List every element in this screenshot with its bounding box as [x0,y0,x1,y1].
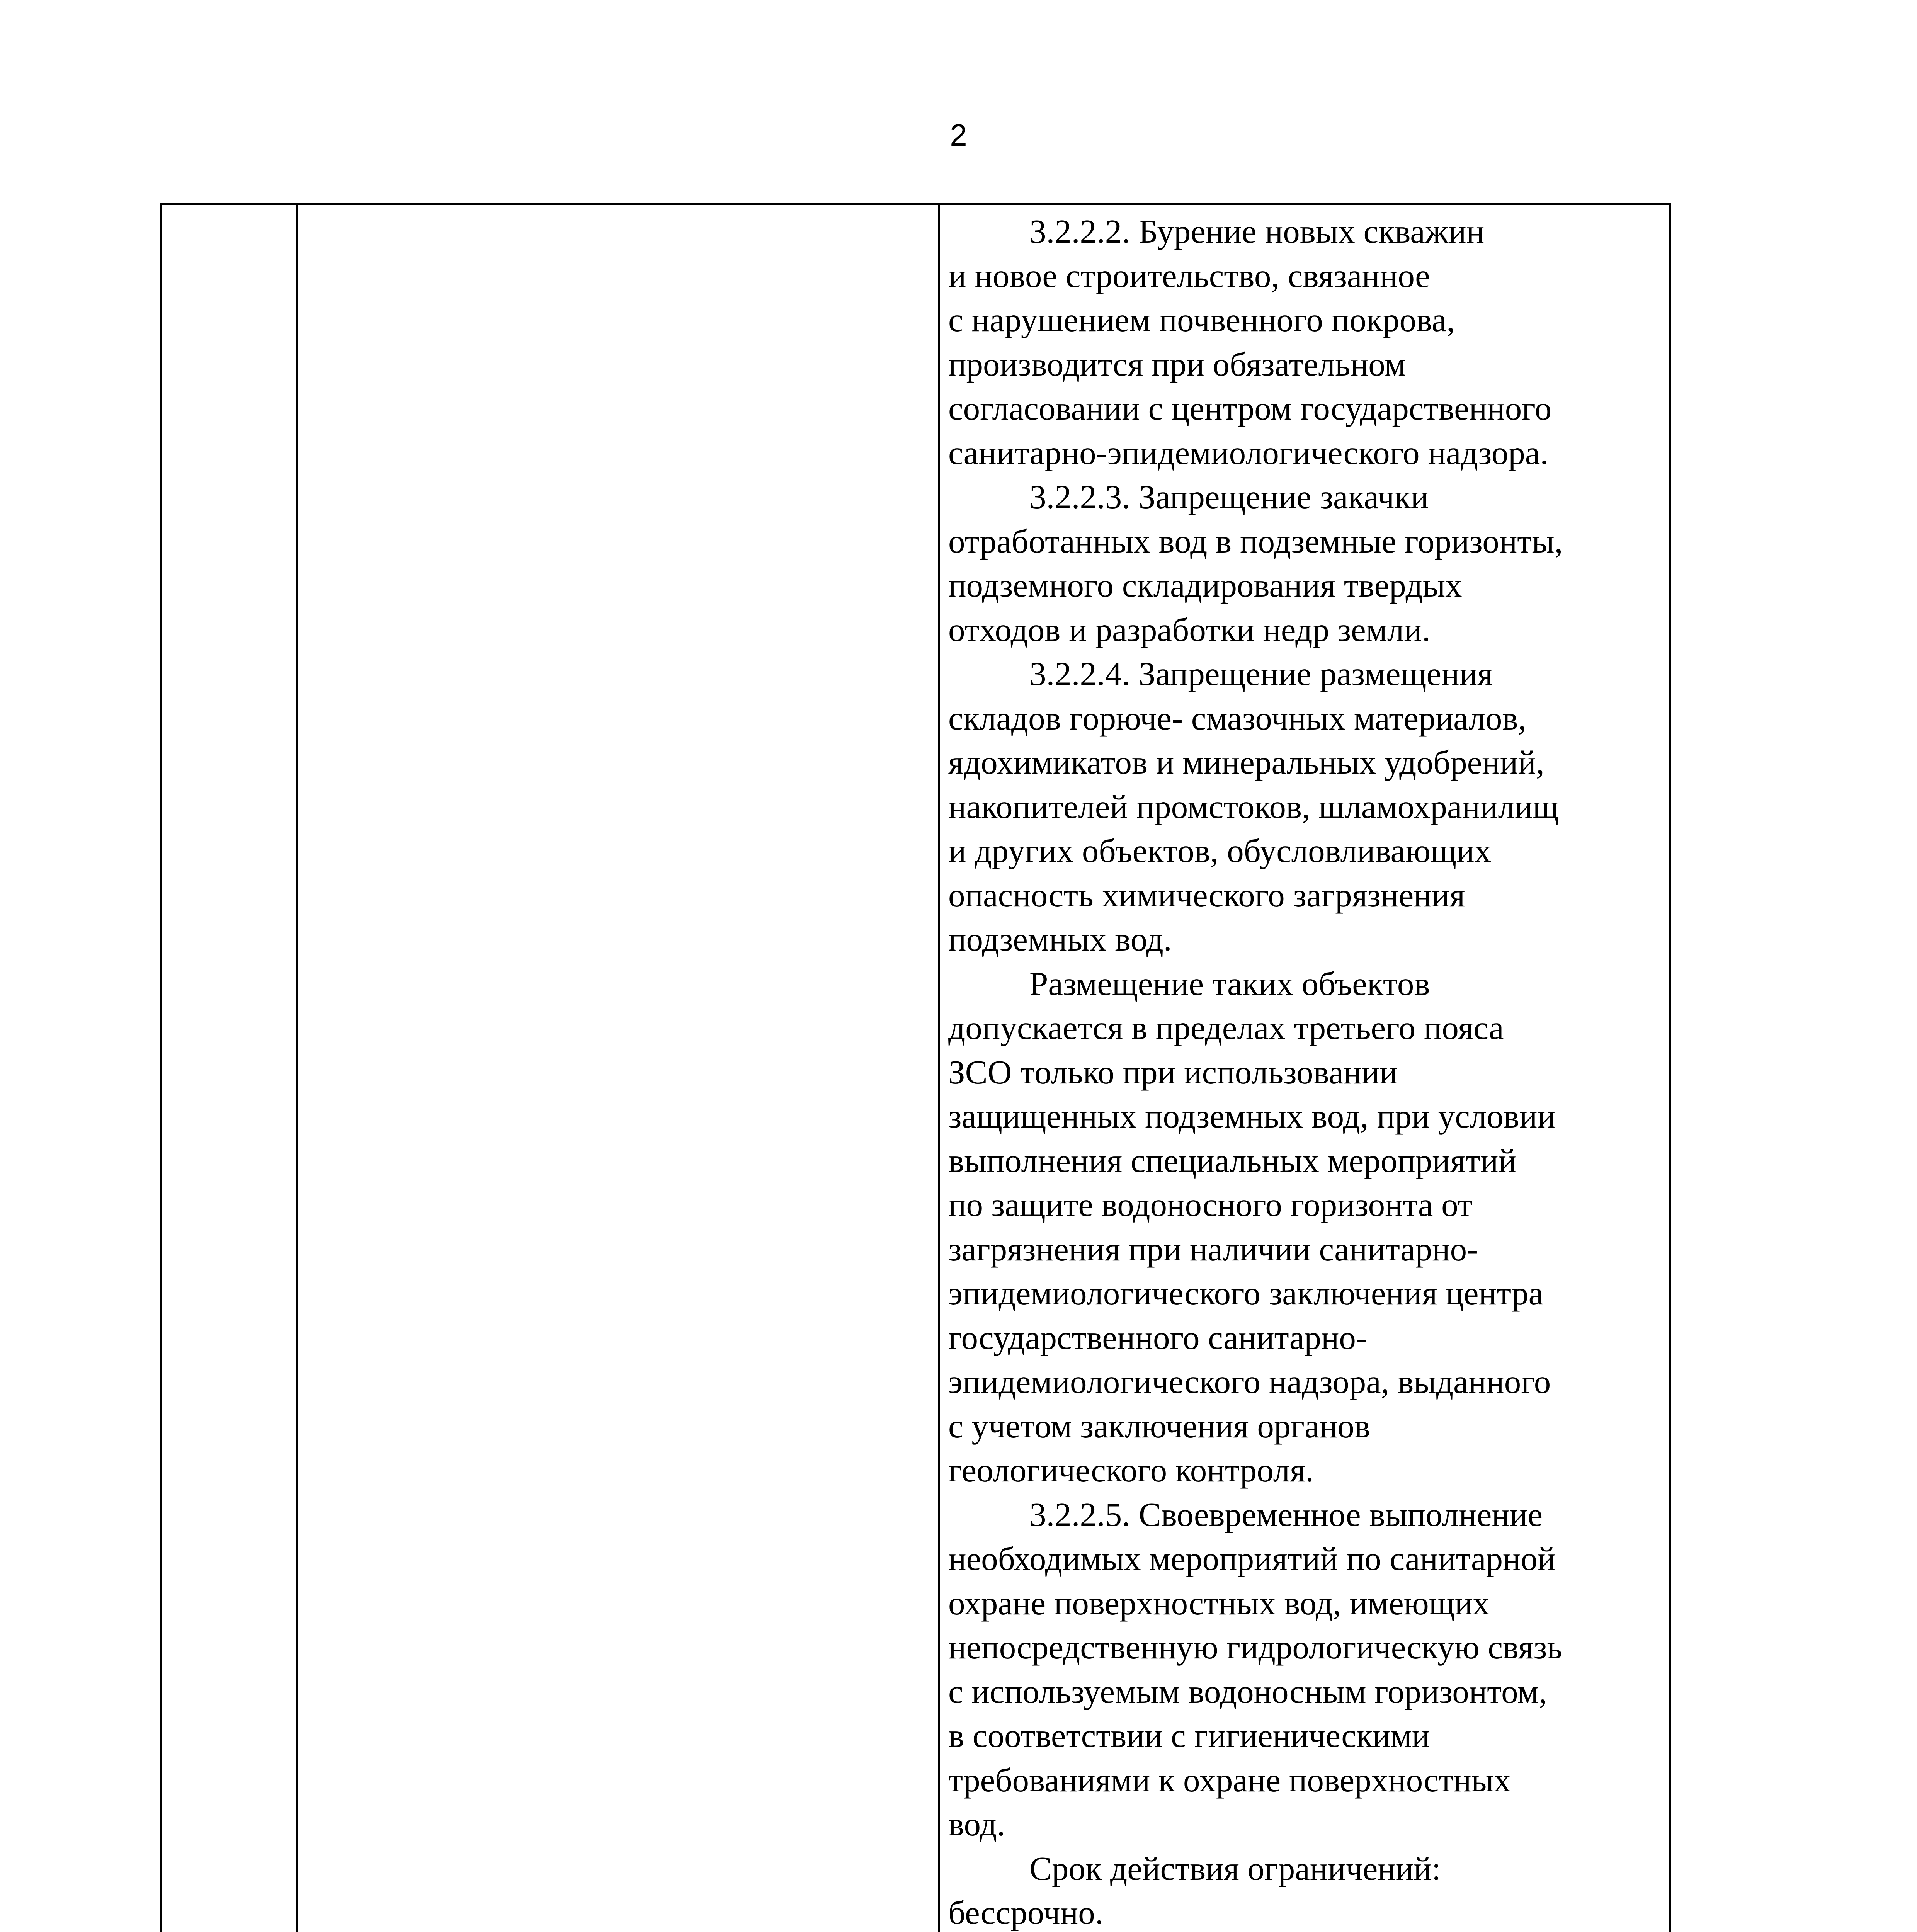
text-line: с используемым водоносным горизонтом, [948,1672,1547,1710]
paragraph [948,652,1661,962]
text-line: опасность химического загрязнения [948,876,1465,914]
text-line: в соответствии с гигиеническими [948,1717,1430,1754]
text-line: подземных вод. [948,920,1172,958]
text-line: непосредственную гидрологическую связь [948,1628,1562,1666]
table-cell-restrictions [939,204,1670,1932]
text-line: вод. [948,1805,1005,1843]
restrictions-text [940,205,1669,1932]
paragraph [948,962,1661,1493]
text-line: 3.2.2.2. Бурение новых скважин [1029,213,1485,250]
text-line: защищенных подземных вод, при условии [948,1097,1555,1135]
text-line: санитарно-эпидемиологического надзора. [948,434,1549,471]
text-line: подземного складирования твердых [948,566,1462,604]
text-line: эпидемиологического надзора, выданного [948,1363,1551,1400]
text-line: отходов и разработки недр земли. [948,611,1431,648]
text-line: загрязнения при наличии санитарно- [948,1230,1478,1268]
text-line: Размещение таких объектов [1029,964,1430,1002]
text-line: охране поверхностных вод, имеющих [948,1584,1490,1622]
text-line: по защите водоносного горизонта от [948,1186,1473,1223]
text-line: и других объектов, обусловливающих [948,832,1492,869]
text-line: бессрочно. [948,1894,1104,1931]
text-line: с нарушением почвенного покрова, [948,301,1455,338]
text-line: складов горюче- смазочных материалов, [948,699,1527,737]
text-line: требованиями к охране поверхностных [948,1761,1511,1799]
text-line: отработанных вод в подземные горизонты, [948,522,1563,560]
text-line: государственного санитарно- [948,1318,1367,1356]
text-line: 3.2.2.3. Запрещение закачки [1029,478,1429,515]
text-line: эпидемиологического заключения центра [948,1274,1544,1312]
page-number: 2 [950,118,967,152]
text-line: геологического контроля. [948,1451,1314,1489]
paragraph [948,209,1661,475]
table-cell-object [298,204,939,1932]
text-line: с учетом заключения органов [948,1407,1370,1445]
text-line: допускается в пределах третьего пояса [948,1009,1504,1046]
restrictions-table [160,203,1671,1932]
text-line: согласовании с центром государственного [948,389,1552,427]
text-line: и новое строительство, связанное [948,257,1430,294]
text-line: ядохимикатов и минеральных удобрений, [948,743,1544,781]
text-line: 3.2.2.5. Своевременное выполнение [1029,1495,1543,1533]
text-line: 3.2.2.4. Запрещение размещения [1029,655,1493,692]
paragraph [948,475,1661,652]
text-line: ЗСО только при использовании [948,1053,1398,1091]
paragraph [948,1847,1661,1932]
text-line: выполнения специальных мероприятий [948,1141,1516,1179]
table-cell-number [162,204,298,1932]
paragraph [948,1493,1661,1847]
text-line: накопителей промстоков, шламохранилищ [948,787,1559,825]
text-line: производится при обязательном [948,345,1406,383]
text-line: необходимых мероприятий по санитарной [948,1540,1556,1577]
table-row [162,204,1670,1932]
text-line: Срок действия ограничений: [1029,1849,1441,1887]
